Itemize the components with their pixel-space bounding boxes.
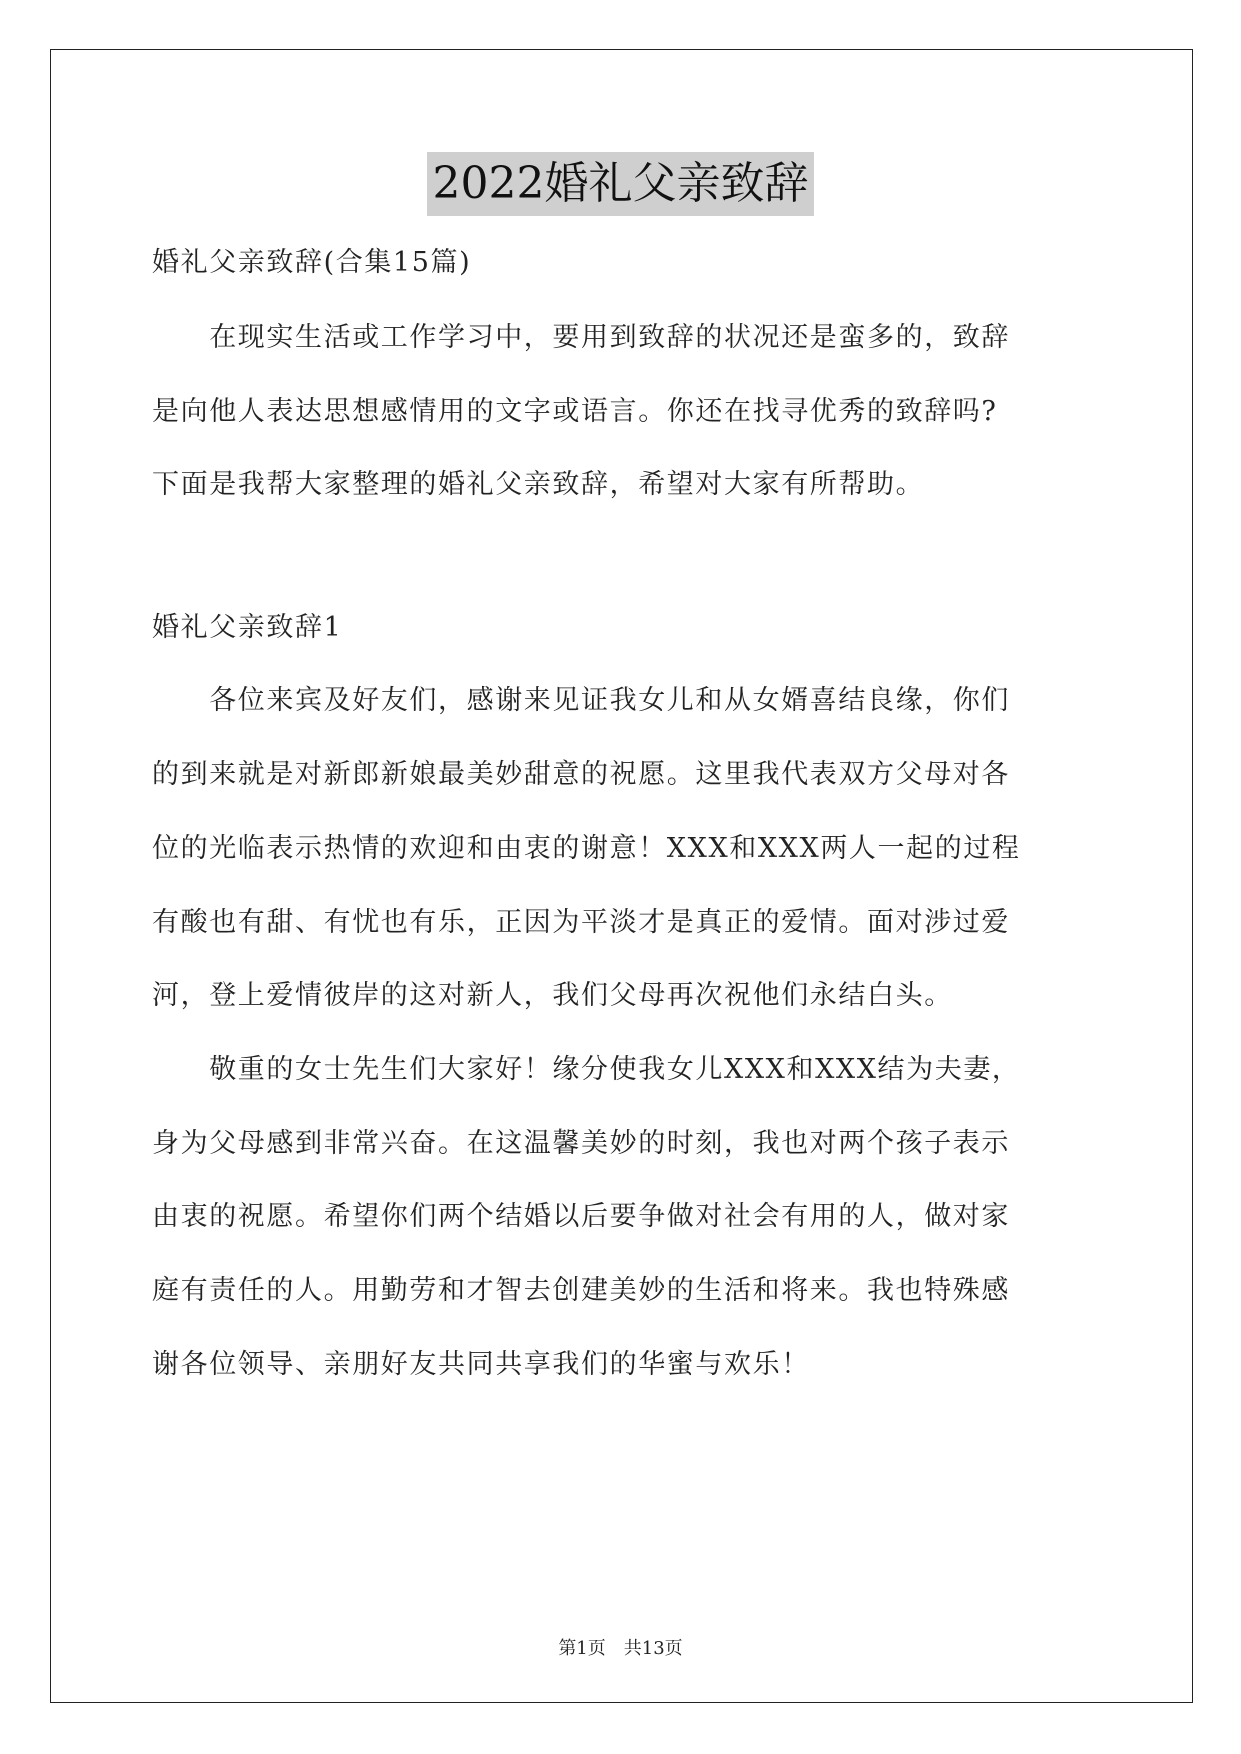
title-wrap xyxy=(0,152,1241,216)
para1-line-2: 的到来就是对新郎新娘最美妙甜意的祝愿。这里我代表双方父母对各 xyxy=(152,759,1010,790)
section-heading: 婚礼父亲致辞1 xyxy=(152,612,343,643)
para2-line-4: 庭有责任的人。用勤劳和才智去创建美妙的生活和将来。我也特殊感 xyxy=(152,1275,1010,1306)
document-title: 2022婚礼父亲致辞 xyxy=(427,152,815,216)
para2-line-1: 敬重的女士先生们大家好！缘分使我女儿XXX和XXX结为夫妻， xyxy=(152,1054,1021,1085)
para1-line-4: 有酸也有甜、有忧也有乐，正因为平淡才是真正的爱情。面对涉过爱 xyxy=(152,907,1010,938)
intro-line-3: 下面是我帮大家整理的婚礼父亲致辞，希望对大家有所帮助。 xyxy=(152,469,925,500)
intro-line-1: 在现实生活或工作学习中，要用到致辞的状况还是蛮多的，致辞 xyxy=(152,322,1010,353)
para1-line-3: 位的光临表示热情的欢迎和由衷的谢意！XXX和XXX两人一起的过程 xyxy=(152,833,1021,864)
para2-line-2: 身为父母感到非常兴奋。在这温馨美妙的时刻，我也对两个孩子表示 xyxy=(152,1128,1010,1159)
para2-line-3: 由衷的祝愿。希望你们两个结婚以后要争做对社会有用的人，做对家 xyxy=(152,1201,1010,1232)
para1-line-5: 河，登上爱情彼岸的这对新人，我们父母再次祝他们永结白头。 xyxy=(152,980,953,1011)
page-border xyxy=(50,49,1193,1703)
page-footer: 第1页 共13页 xyxy=(558,1638,683,1659)
intro-line-2: 是向他人表达思想感情用的文字或语言。你还在找寻优秀的致辞吗? xyxy=(152,396,998,427)
para2-line-5: 谢各位领导、亲朋好友共同共享我们的华蜜与欢乐！ xyxy=(152,1349,810,1380)
subtitle: 婚礼父亲致辞(合集15篇) xyxy=(152,247,472,278)
para1-line-1: 各位来宾及好友们，感谢来见证我女儿和从女婿喜结良缘，你们 xyxy=(152,685,1010,716)
